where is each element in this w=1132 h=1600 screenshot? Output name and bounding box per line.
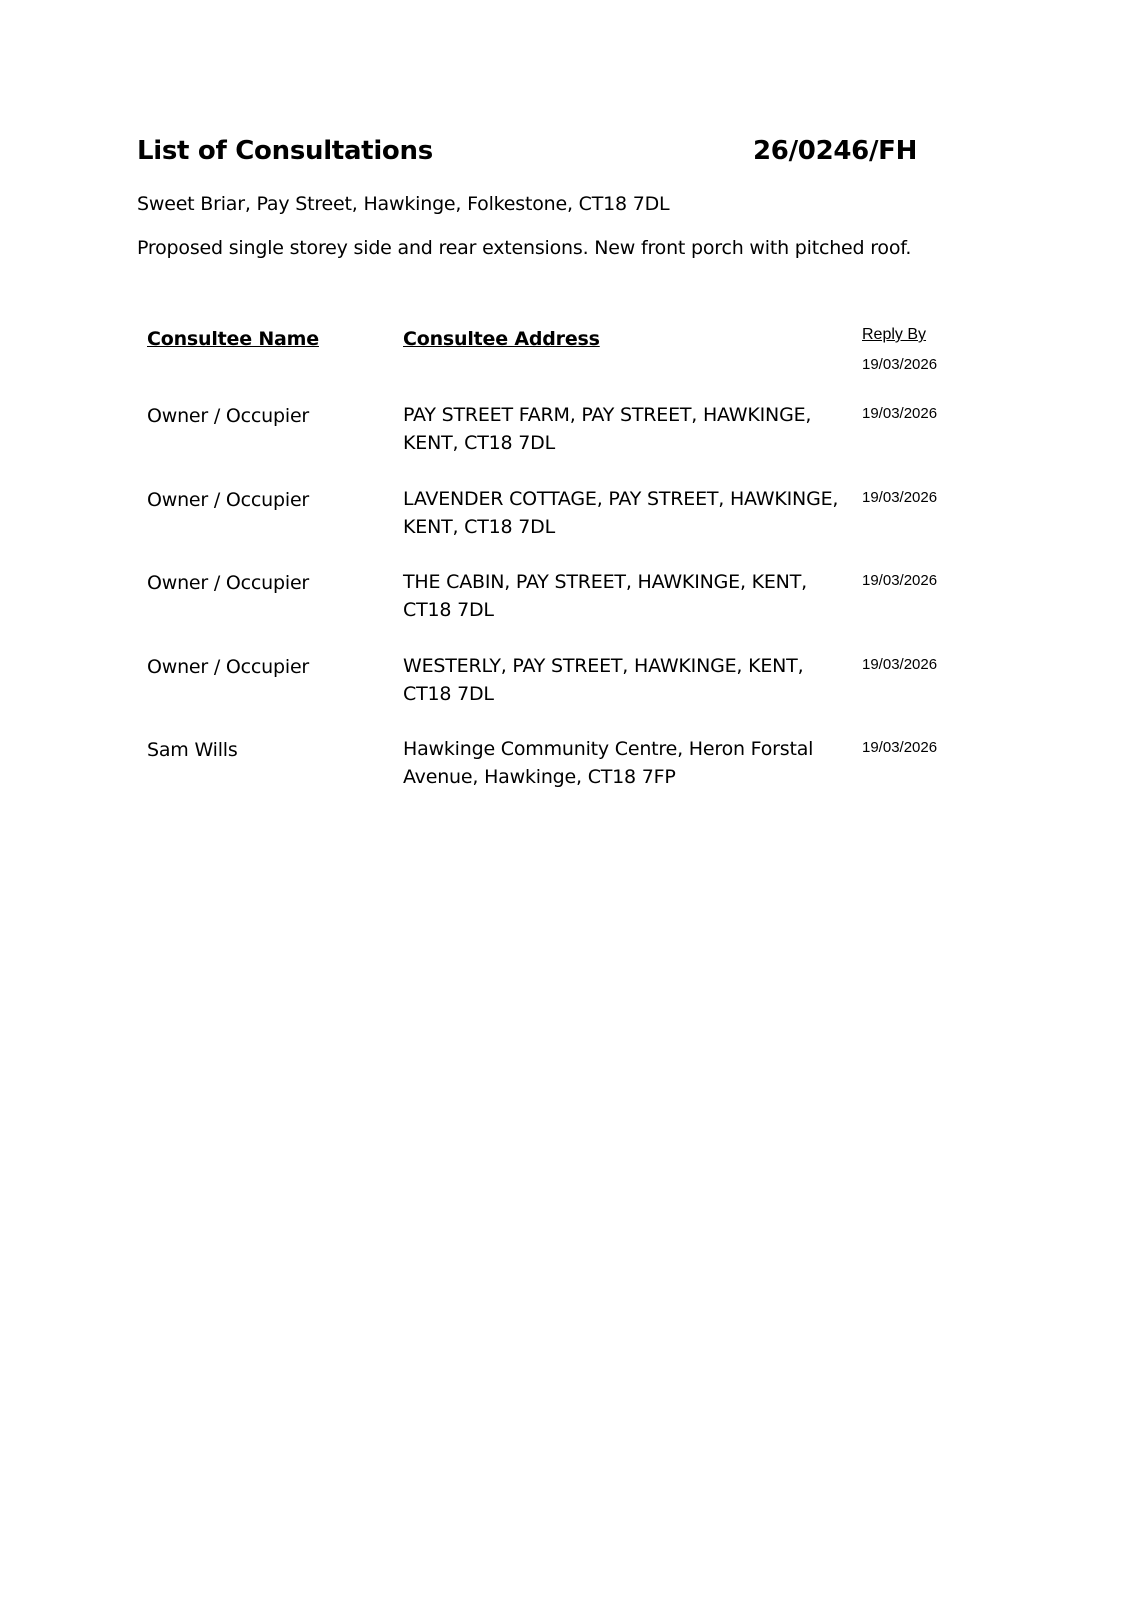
- consultee-address: Hawkinge Community Centre, Heron Forstal Avenue, Hawkinge, CT18 7FP: [403, 738, 814, 788]
- table-row: [0, 489, 1132, 573]
- reply-by-date: 19/03/2026: [862, 656, 938, 673]
- consultee-name: Owner / Occupier: [147, 572, 310, 594]
- table-row: [0, 572, 1132, 656]
- application-reference: 26/0246/FH: [753, 136, 918, 166]
- table-row: [0, 739, 1132, 823]
- site-address: Sweet Briar, Pay Street, Hawkinge, Folkestone, CT18 7DL: [137, 193, 670, 215]
- consultee-address: THE CABIN, PAY STREET, HAWKINGE, KENT, CT18 7DL: [403, 571, 807, 621]
- proposal-description: Proposed single storey side and rear extensions. New front porch with pitched roof.: [137, 237, 912, 259]
- column-header-consultee-name: Consultee Name: [147, 328, 319, 350]
- column-header-consultee-address: Consultee Address: [403, 328, 600, 350]
- consultee-name: Owner / Occupier: [147, 656, 310, 678]
- reply-by-date: 19/03/2026: [862, 489, 938, 506]
- column-header-reply-by: Reply By: [862, 326, 927, 343]
- reply-by-date: 19/03/2026: [862, 405, 938, 422]
- page-title: List of Consultations: [137, 136, 433, 166]
- reply-by-date: 19/03/2026: [862, 572, 938, 589]
- reply-by-date: 19/03/2026: [862, 739, 938, 756]
- consultee-name: Owner / Occupier: [147, 405, 310, 427]
- consultee-address: PAY STREET FARM, PAY STREET, HAWKINGE, KENT, CT18 7DL: [403, 404, 812, 454]
- table-row: [0, 656, 1132, 740]
- column-header-reply-date: 19/03/2026: [862, 356, 938, 373]
- consultee-name: Sam Wills: [147, 739, 238, 761]
- consultee-address: LAVENDER COTTAGE, PAY STREET, HAWKINGE, KENT, CT18 7DL: [403, 488, 839, 538]
- consultee-name: Owner / Occupier: [147, 489, 310, 511]
- consultee-address: WESTERLY, PAY STREET, HAWKINGE, KENT, CT18 7DL: [403, 655, 804, 705]
- table-row: [0, 405, 1132, 489]
